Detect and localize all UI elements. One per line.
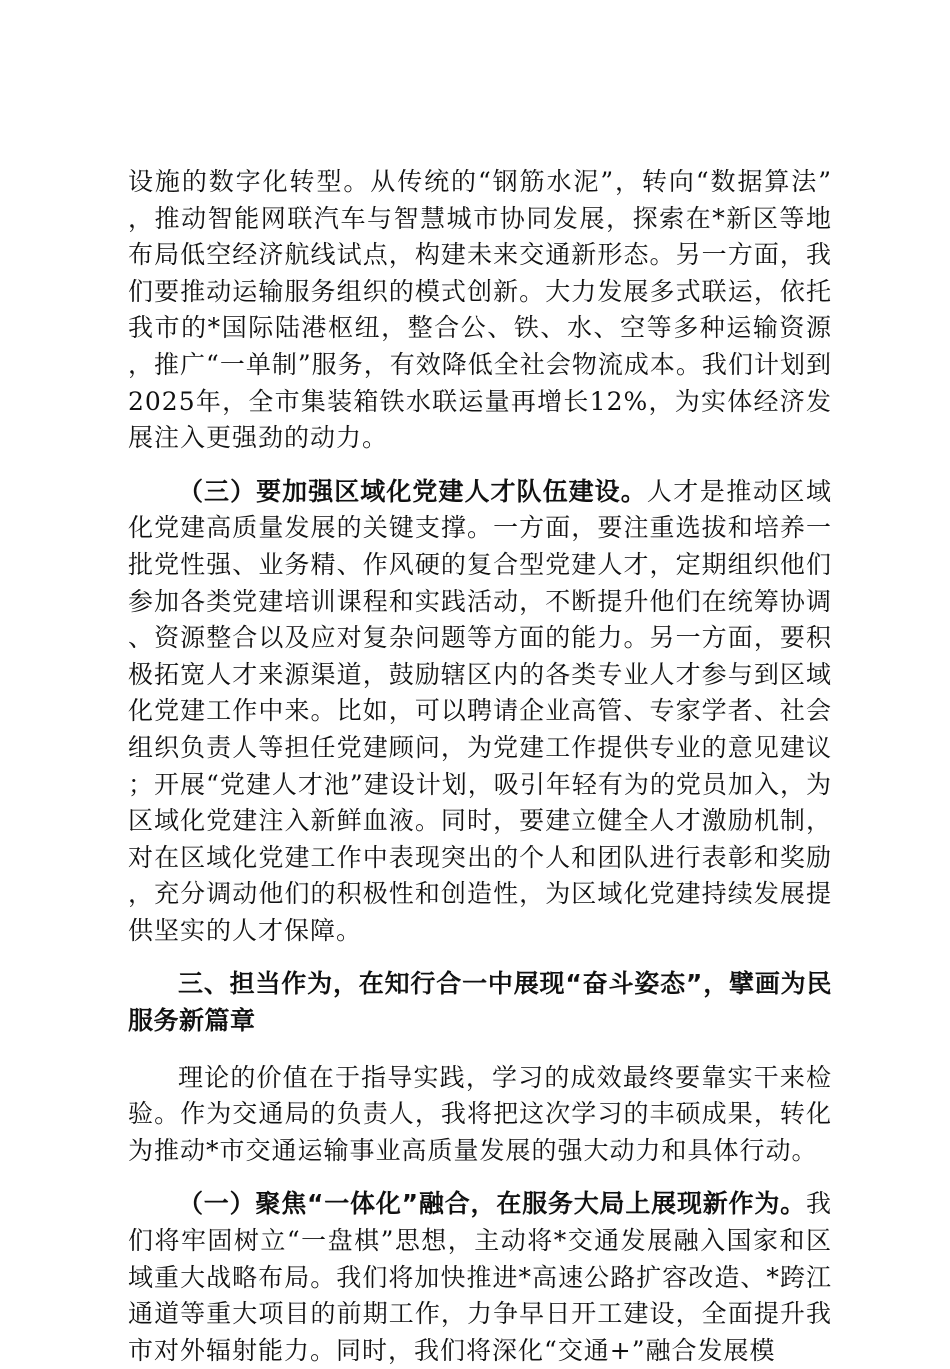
section-subheading-1: （一）聚焦“一体化”融合，在服务大局上展现新作为。: [178, 1189, 806, 1219]
paragraph-body: 人才是推动区域化党建高质量发展的关键支撑。一方面，要注重选拔和培养一批党性强、业务精、作风硬的复合型党建人才，定期组织他们参加各类党建培训课程和实践活动，不断提升他们在统筹协调、资源整合以及应对复杂问题等方面的能力。另一方面，要积极拓宽人才来源渠道，鼓励辖区内的各类专业人才参与到区域化党建工作中来。比如，可以聘请企业高管、专家学者、社会组织负责人等担任党建顾问，为党建工作提供专业的意见建议；开展“党建人才池”建设计划，吸引年轻有为的党员加入，为区域化党建注入新鲜血液。同时，要建立健全人才激励机制，对在区域化党建工作中表现突出的个人和团队进行表彰和奖励，充分调动他们的积极性和创造性，为区域化党建持续发展提供坚实的人才保障。: [128, 476, 832, 945]
document-page: [128, 164, 832, 1369]
paragraph-talent-team: [128, 474, 832, 950]
paragraph-body: 我们将牢固树立“一盘棋”思想，主动将*交通发展融入国家和区域重大战略布局。我们将加快推进*高速公路扩容改造、*跨江通道等重大项目的前期工作，力争早日开工建设，全面提升我市对外辐射能力。同时，我们将深化“交通+”融合发展模: [128, 1189, 832, 1365]
paragraph-continuation: 设施的数字化转型。从传统的“钢筋水泥”，转向“数据算法”，推动智能网联汽车与智慧城市协同发展，探索在*新区等地布局低空经济航线试点，构建未来交通新形态。另一方面，我们要推动运输服务组织的模式创新。大力发展多式联运，依托我市的*国际陆港枢纽，整合公、铁、水、空等多种运输资源，推广“一单制”服务，有效降低全社会物流成本。我们计划到2025年，全市集装箱铁水联运量再增长12%，为实体经济发展注入更强劲的动力。: [128, 167, 832, 453]
paragraph-integration: [128, 1186, 832, 1369]
section-subheading-3: （三）要加强区域化党建人才队伍建设。: [178, 476, 647, 506]
section-heading-3: 三、担当作为，在知行合一中展现“奋斗姿态”，擘画为民服务新篇章: [128, 969, 832, 1036]
paragraph-theory-practice: 理论的价值在于指导实践，学习的成效最终要靠实干来检验。作为交通局的负责人，我将把这次学习的丰硕成果，转化为推动*市交通运输事业高质量发展的强大动力和具体行动。: [128, 1062, 832, 1165]
